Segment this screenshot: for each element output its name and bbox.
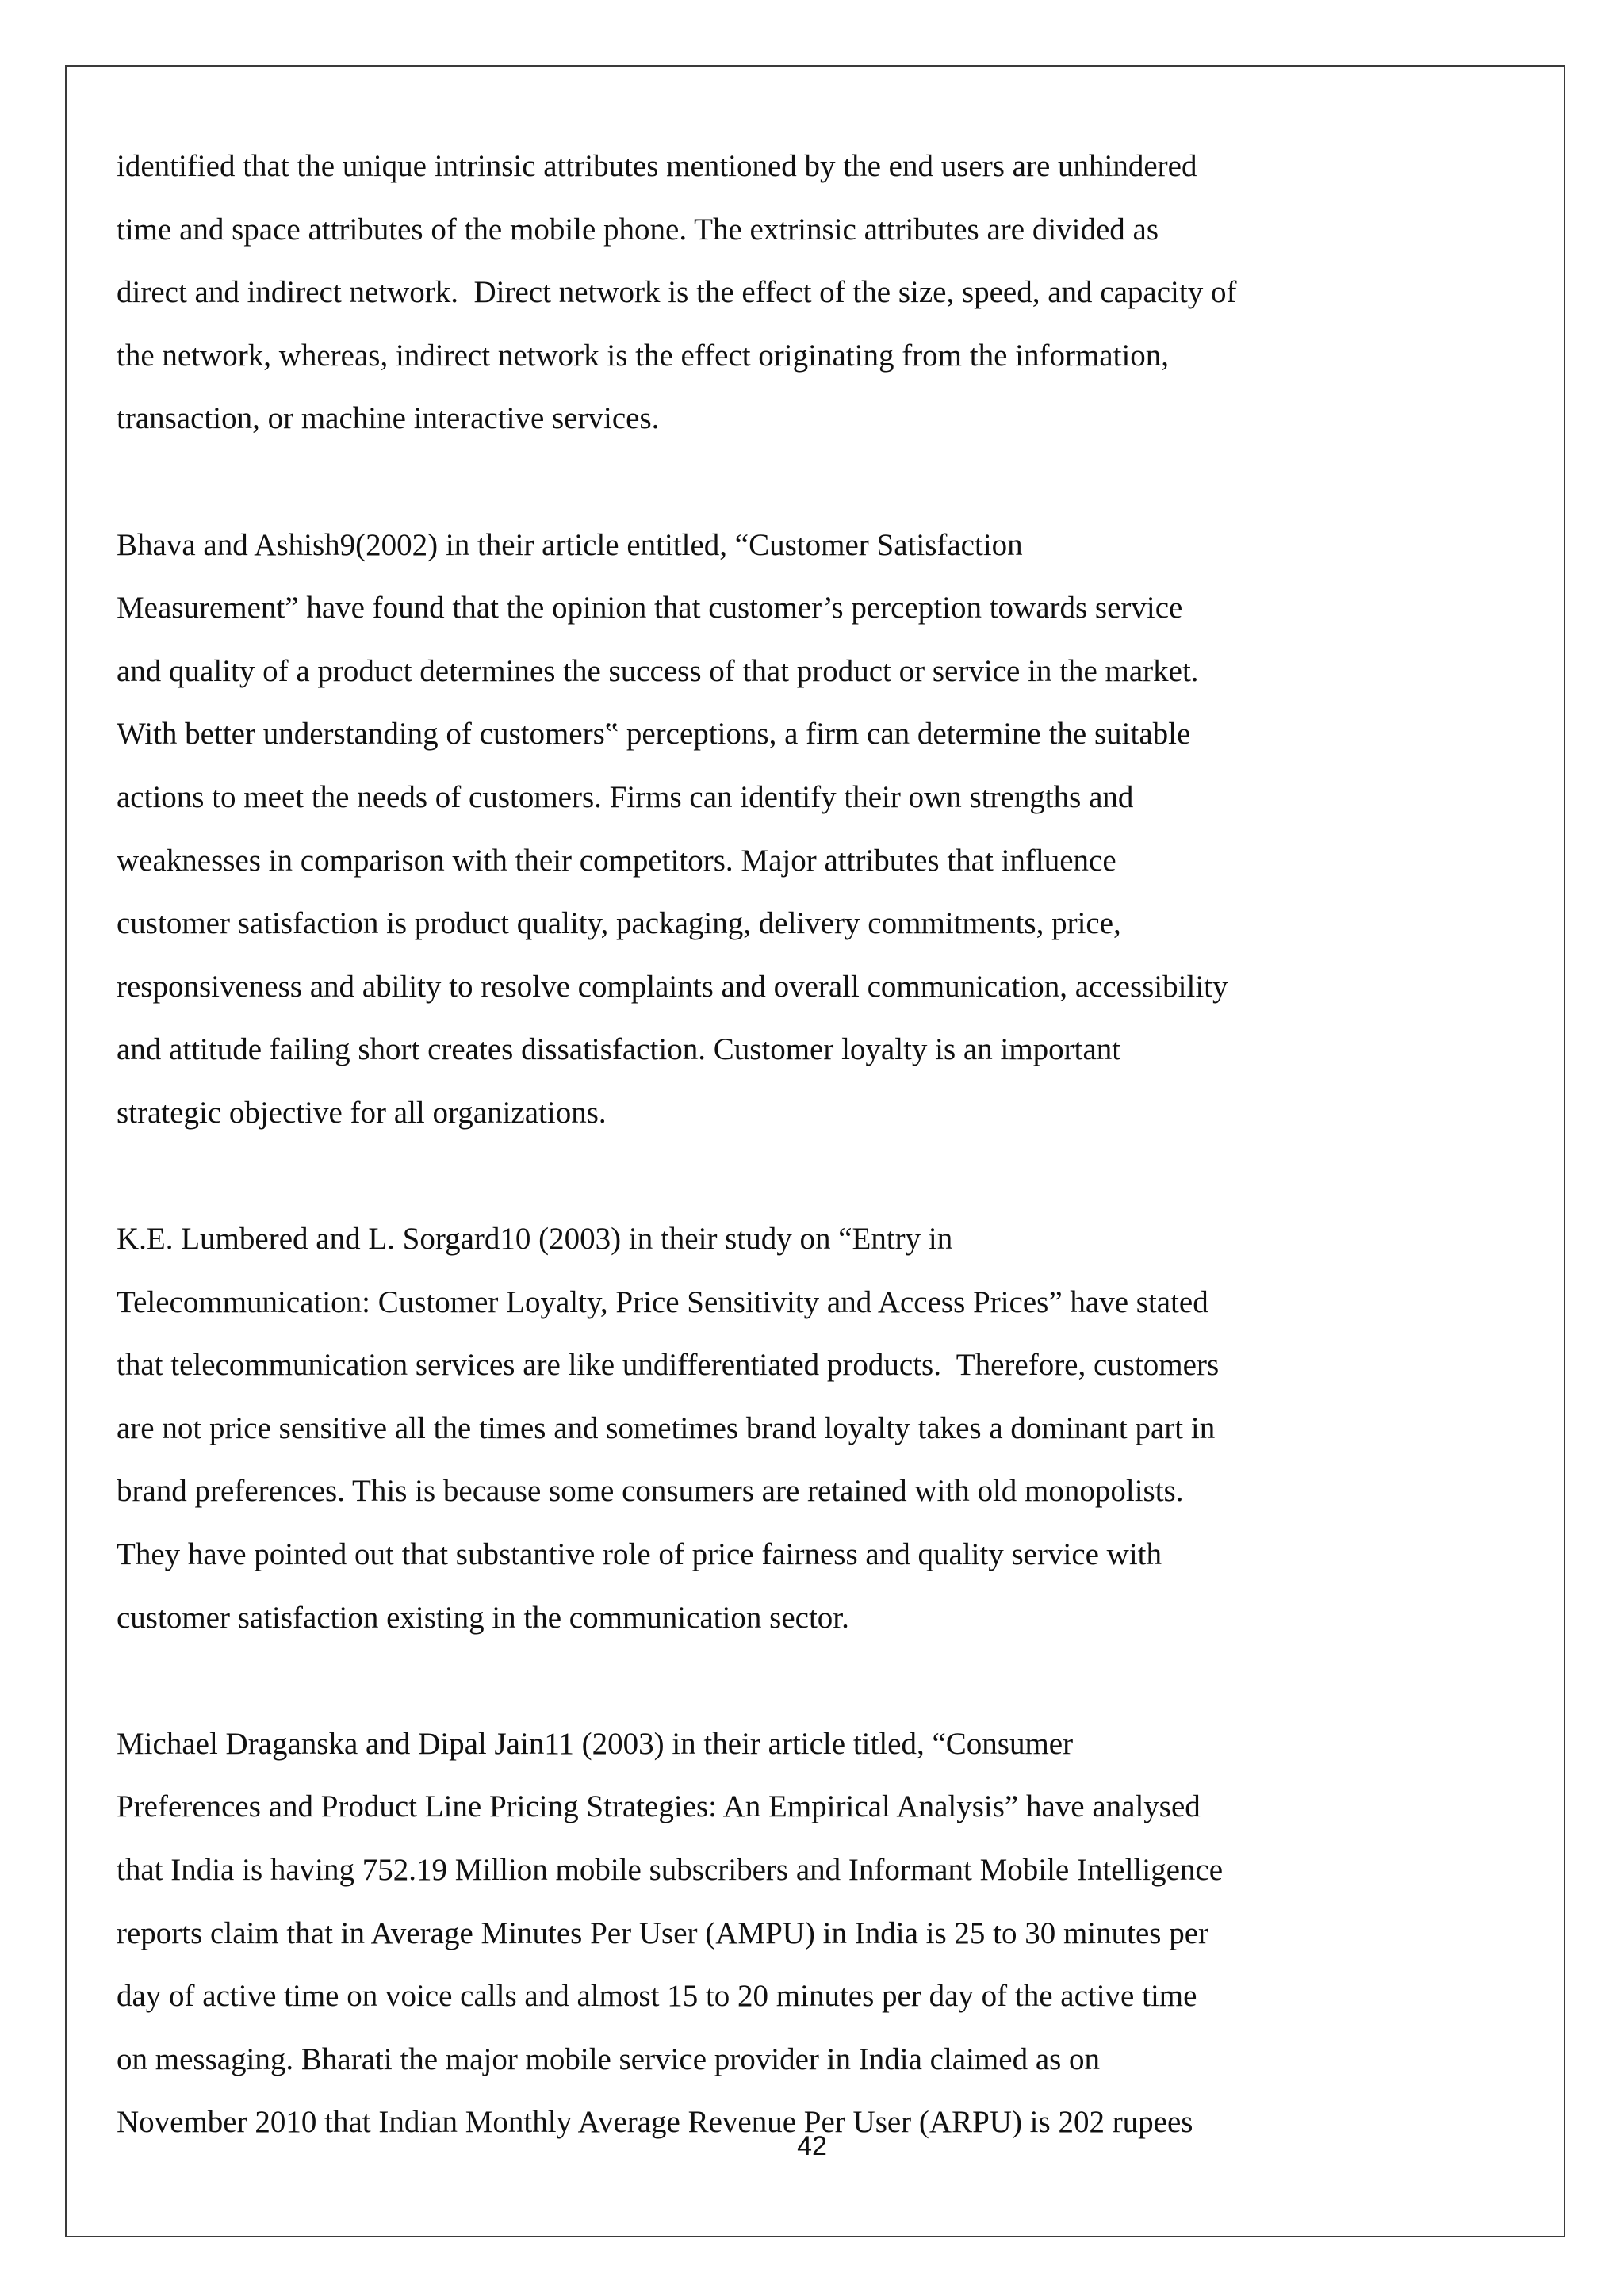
text-line: day of active time on voice calls and almost 15 to 20 minutes per day of the active time [117, 1979, 1197, 2014]
text-line: They have pointed out that substantive role of price fairness and quality service with [117, 1537, 1162, 1572]
paragraph-4 [117, 1712, 1322, 2154]
text-line: Preferences and Product Line Pricing Strategies: An Empirical Analysis” have analysed [117, 1789, 1201, 1824]
paragraph-gap [117, 1145, 1322, 1208]
text-line: customer satisfaction existing in the communication sector. [117, 1600, 849, 1635]
text-line: that India is having 752.19 Million mobile subscribers and Informant Mobile Intelligence [117, 1853, 1224, 1888]
paragraph-3 [117, 1207, 1322, 1649]
text-line: Measurement” have found that the opinion that customer’s perception towards service [117, 591, 1183, 626]
text-line: on messaging. Bharati the major mobile service provider in India claimed as on [117, 2042, 1101, 2076]
paragraph-1 [117, 135, 1322, 450]
text-line: direct and indirect network. Direct network is the effect of the size, speed, and capacity of [117, 275, 1237, 310]
text-line: are not price sensitive all the times and sometimes brand loyalty takes a dominant part in [117, 1410, 1216, 1445]
text-line: actions to meet the needs of customers. Firms can identify their own strengths and [117, 779, 1134, 814]
text-line: the network, whereas, indirect network is the effect originating from the information, [117, 338, 1170, 373]
text-line: November 2010 that Indian Monthly Average Revenue Per User (ARPU) is 202 rupees [117, 2105, 1193, 2140]
paragraph-2 [117, 514, 1322, 1145]
text-line: transaction, or machine interactive services. [117, 401, 660, 436]
text-line: reports claim that in Average Minutes Per User (AMPU) in India is 25 to 30 minutes per [117, 1915, 1209, 1950]
text-line: responsiveness and ability to resolve complaints and overall communication, accessibility [117, 969, 1228, 1004]
text-line: that telecommunication services are like undifferentiated products. Therefore, customers [117, 1348, 1220, 1383]
text-line: K.E. Lumbered and L. Sorgard10 (2003) in their study on “Entry in [117, 1222, 953, 1257]
text-line: and quality of a product determines the success of that product or service in the market. [117, 653, 1199, 688]
text-line: Michael Draganska and Dipal Jain11 (2003) in their article titled, “Consumer [117, 1726, 1074, 1761]
text-line: Bhava and Ashish9(2002) in their article entitled, “Customer Satisfaction [117, 527, 1023, 562]
paragraph-gap [117, 450, 1322, 514]
text-line: strategic objective for all organizations. [117, 1095, 607, 1130]
text-line: time and space attributes of the mobile phone. The extrinsic attributes are divided as [117, 212, 1159, 247]
document-body [117, 135, 1322, 2154]
page-number: 42 [797, 2131, 827, 2161]
text-line: identified that the unique intrinsic attributes mentioned by the end users are unhindered [117, 149, 1197, 183]
text-line: Telecommunication: Customer Loyalty, Price Sensitivity and Access Prices” have stated [117, 1284, 1208, 1319]
text-line: With better understanding of customers‟ perceptions, a firm can determine the suitable [117, 717, 1191, 752]
text-line: weaknesses in comparison with their competitors. Major attributes that influence [117, 843, 1116, 878]
text-line: and attitude failing short creates dissatisfaction. Customer loyalty is an important [117, 1032, 1121, 1067]
paragraph-gap [117, 1649, 1322, 1712]
text-line: brand preferences. This is because some consumers are retained with old monopolists. [117, 1474, 1184, 1509]
text-line: customer satisfaction is product quality, packaging, delivery commitments, price, [117, 906, 1121, 941]
